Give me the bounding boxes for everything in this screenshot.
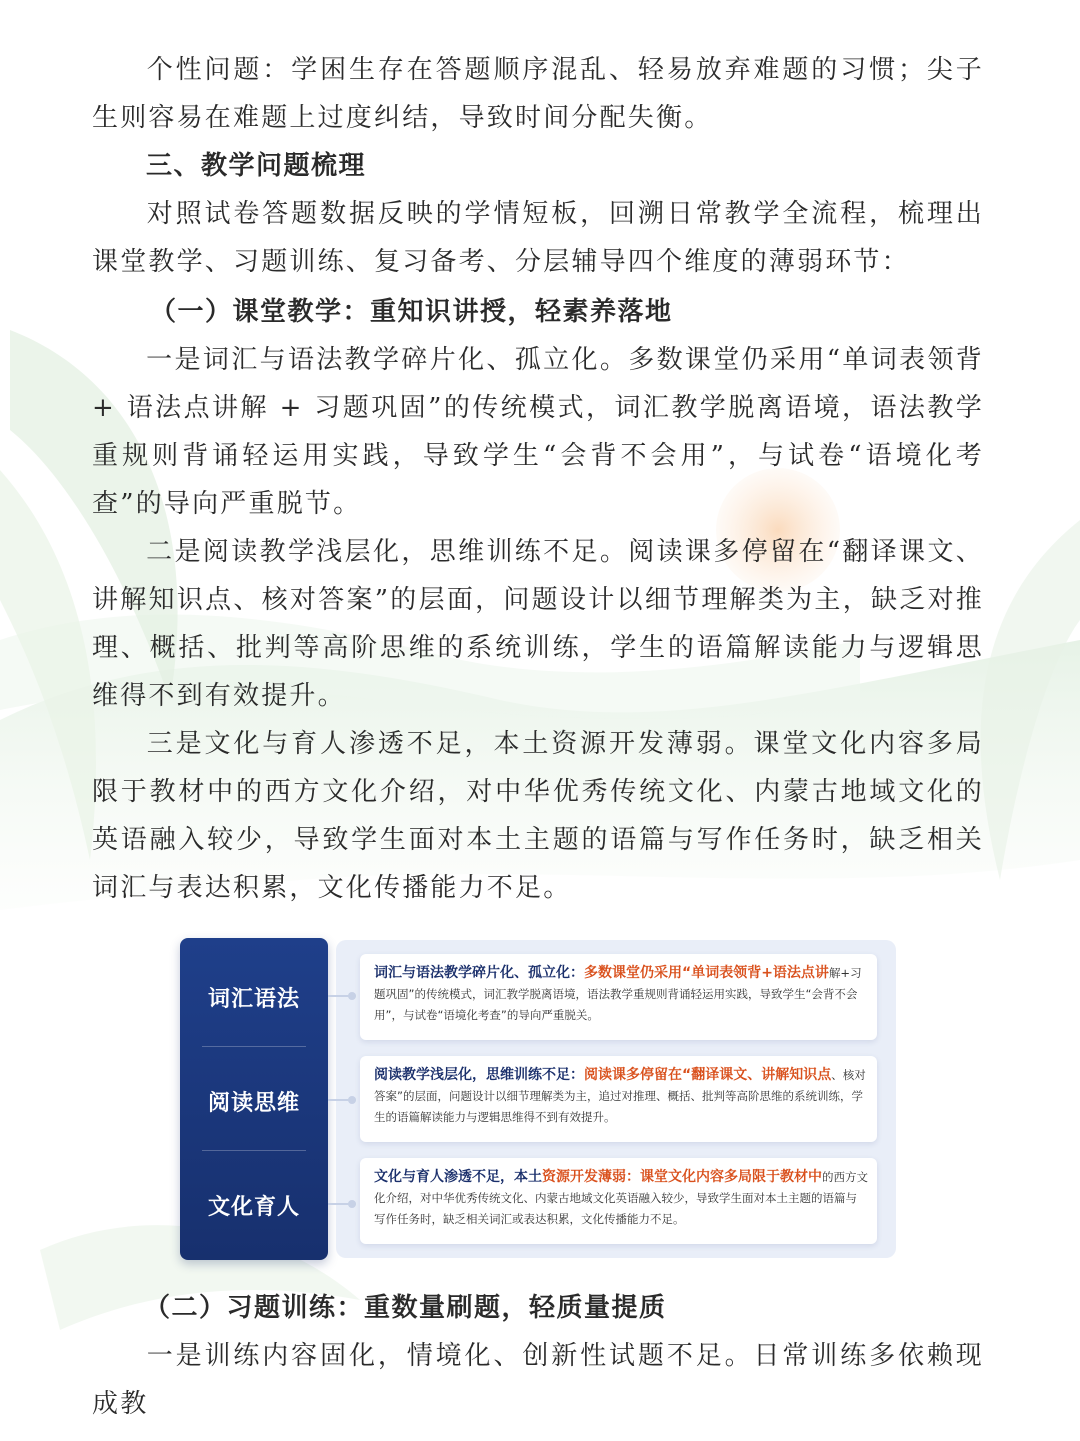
connector-dot: [348, 992, 356, 1000]
paragraph-reading: 二是阅读教学浅层化，思维训练不足。阅读课多停留在“翻译课文、讲解知识点、核对答案”的层面，问题设计以细节理解类为主，缺乏对推理、概括、批判等高阶思维的系统训练，学生的语篇解读能力与逻辑思维得不到有效提升。: [92, 537, 984, 711]
subsection-heading-exercises: （二）习题训练：重数量刷题，轻质量提质: [144, 1293, 667, 1323]
connector-dot: [348, 1200, 356, 1208]
paragraph-vocab-grammar: 一是词汇与语法教学碎片化、孤立化。多数课堂仍采用“单词表领背 + 语法点讲解 + 习题巩固”的传统模式，词汇教学脱离语境，语法教学重规则背诵轻运用实践，导致学生“会背不会用”，与试卷“语境化考查”的导向严重脱节。: [92, 345, 984, 519]
paragraph-culture: 三是文化与育人渗透不足，本土资源开发薄弱。课堂文化内容多局限于教材中的西方文化介绍，对中华优秀传统文化、内蒙古地域文化的英语融入较少，导致学生面对本土主题的语篇与写作任务时，缺乏相关词汇与表达积累，文化传播能力不足。: [92, 729, 984, 903]
card-reading-thinking: 阅读教学浅层化，思维训练不足：阅读课多停留在“翻译课文、讲解知识点、核对答案”的层面，问题设计以细节理解类为主，追过对推理、概括、批判等高阶思维的系统训练，学生的语篇解读能力与逻辑思维得不到有效提升。: [360, 1056, 877, 1142]
connector-dot: [348, 1096, 356, 1104]
label-culture-education: 文化育人: [207, 1195, 300, 1220]
paragraph-intro: 对照试卷答题数据反映的学情短板，回溯日常教学全流程，梳理出课堂教学、习题训练、复习备考、分层辅导四个维度的薄弱环节：: [92, 199, 984, 277]
divider: [202, 1046, 306, 1047]
paragraph-training-content: 一是训练内容固化，情境化、创新性试题不足。日常训练多依赖现成教: [92, 1341, 984, 1419]
divider: [202, 1150, 306, 1151]
card-vocab-grammar: 词汇与语法教学碎片化、孤立化：多数课堂仍采用“单词表领背+语法点讲解+习题巩固”的传统模式，词汇教学脱离语境，语法教学重规则背诵轻运用实践，导致学生“会背不会用”，与试卷“语境化考查”的导向严重脱关。: [360, 954, 877, 1040]
summary-figure: [180, 938, 896, 1262]
paragraph-individual-issues: 个性问题：学困生存在答题顺序混乱、轻易放弃难题的习惯；尖子生则容易在难题上过度纠结，导致时间分配失衡。: [92, 55, 984, 133]
subsection-heading-classroom: （一）课堂教学：重知识讲授，轻素养落地: [150, 297, 673, 327]
label-vocab-grammar: 词汇语法: [207, 987, 300, 1012]
section-heading: 三、教学问题梳理: [146, 151, 367, 181]
card-culture-education: 文化与育人渗透不足，本土资源开发薄弱：课堂文化内容多局限于教材中的西方文化介绍，对中华优秀传统文化、内蒙古地域文化英语融入较少，导致学生面对本土主题的语篇与写作任务时，缺乏相关词汇或表达积累，文化传播能力不足。: [360, 1158, 877, 1244]
label-reading-thinking: 阅读思维: [207, 1091, 300, 1116]
figure-label-panel: [180, 938, 328, 1260]
